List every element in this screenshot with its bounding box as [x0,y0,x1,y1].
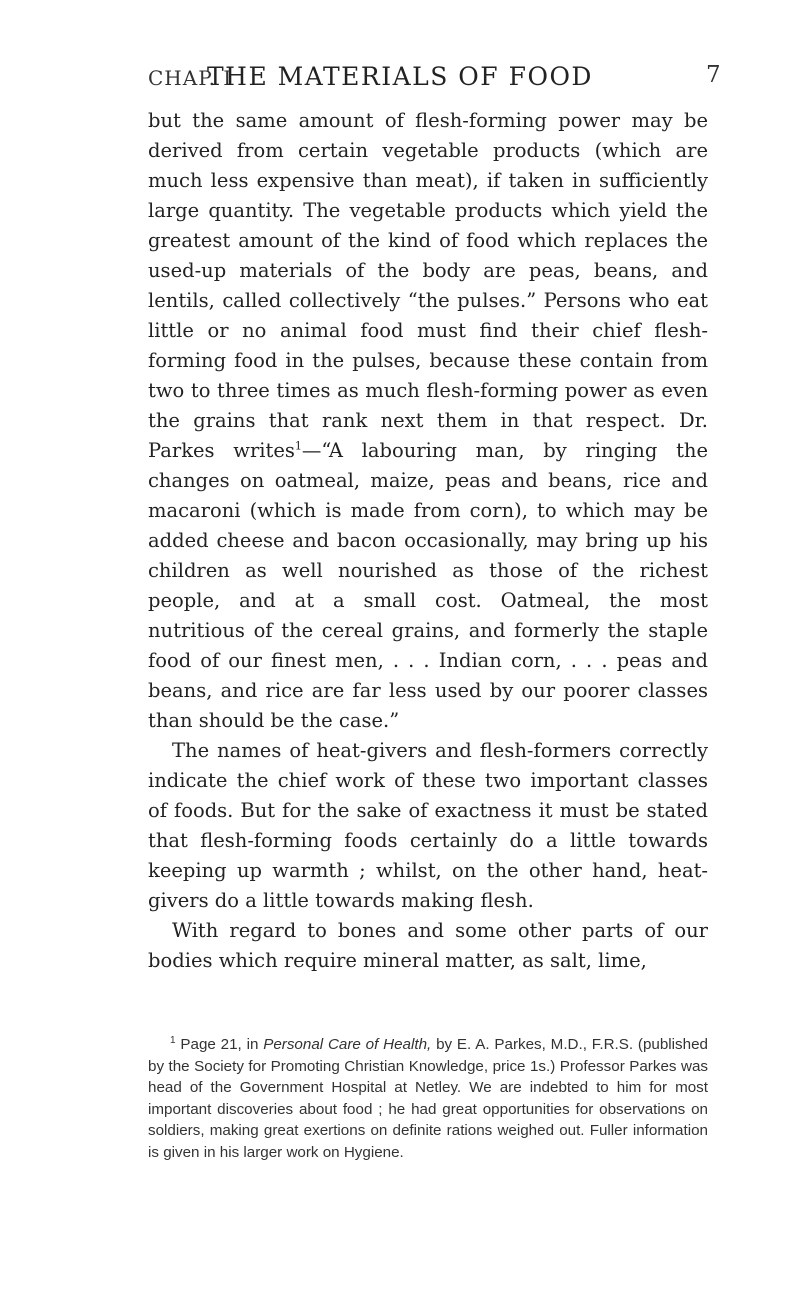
footnote-reference: 1 [294,439,302,453]
page-number: 7 [706,62,721,88]
chapter-label: CHAP. I [148,66,233,90]
paragraph-1 [148,106,708,736]
body-text [148,106,708,976]
running-head [0,60,800,96]
footnote-text-b: by E. A. Parkes, M.D., F.R.S. (published by the Society for Promoting Christian Knowledge, price 1s.) Professor Parkes was head of the Government Hospital at Netley. We are indebted to him for most important discoveries about food ; he had great opportunities for observations on soldiers, making great exertions on definite rations weighed out. Fuller information is given in his larger work on Hygiene. [148,1036,708,1161]
paragraph-2: The names of heat-givers and flesh-formers correctly indicate the chief work of these two important classes of foods. But for the sake of exactness it must be stated that flesh-forming foods certainly do a little towards keeping up warmth ; whilst, on the other hand, heat-givers do a little towards making flesh. [148,739,708,912]
paragraph-1-text-b: —“A labouring man, by ringing the changes on oatmeal, maize, peas and beans, rice and macaroni (which is made from corn), to which may be added cheese and bacon occasionally, may bring up his children as well nourished as those of the richest people, and at a small cost. Oatmeal, the most nutritious of the cereal grains, and formerly the staple food of our finest men, . . . Indian corn, . . . peas and beans, and rice are far less used by our poorer classes than should be the case.” [148,439,708,732]
footnote-marker: 1 [170,1034,176,1046]
footnote-book-title: Personal Care of Health, [263,1036,432,1053]
footnote-1 [148,1034,708,1163]
running-title: THE MATERIALS OF FOOD [207,62,593,91]
footnote-text-a: Page 21, in [180,1036,264,1053]
footnotes [148,1034,708,1163]
paragraph-3: With regard to bones and some other parts of our bodies which require mineral matter, as salt, lime, [148,919,708,972]
paragraph-1-text-a: but the same amount of flesh-forming power may be derived from certain vegetable products (which are much less expensive than meat), if taken in sufficiently large quantity. The vegetable products which yield the greatest amount of the kind of food which replaces the used-up materials of the body are peas, beans, and lentils, called collectively “the pulses.” Persons who eat little or no animal food must find their chief flesh-forming food in the pulses, because these contain from two to three times as much flesh-forming power as even the grains that rank next them in that respect. Dr. Parkes writes [148,109,708,462]
